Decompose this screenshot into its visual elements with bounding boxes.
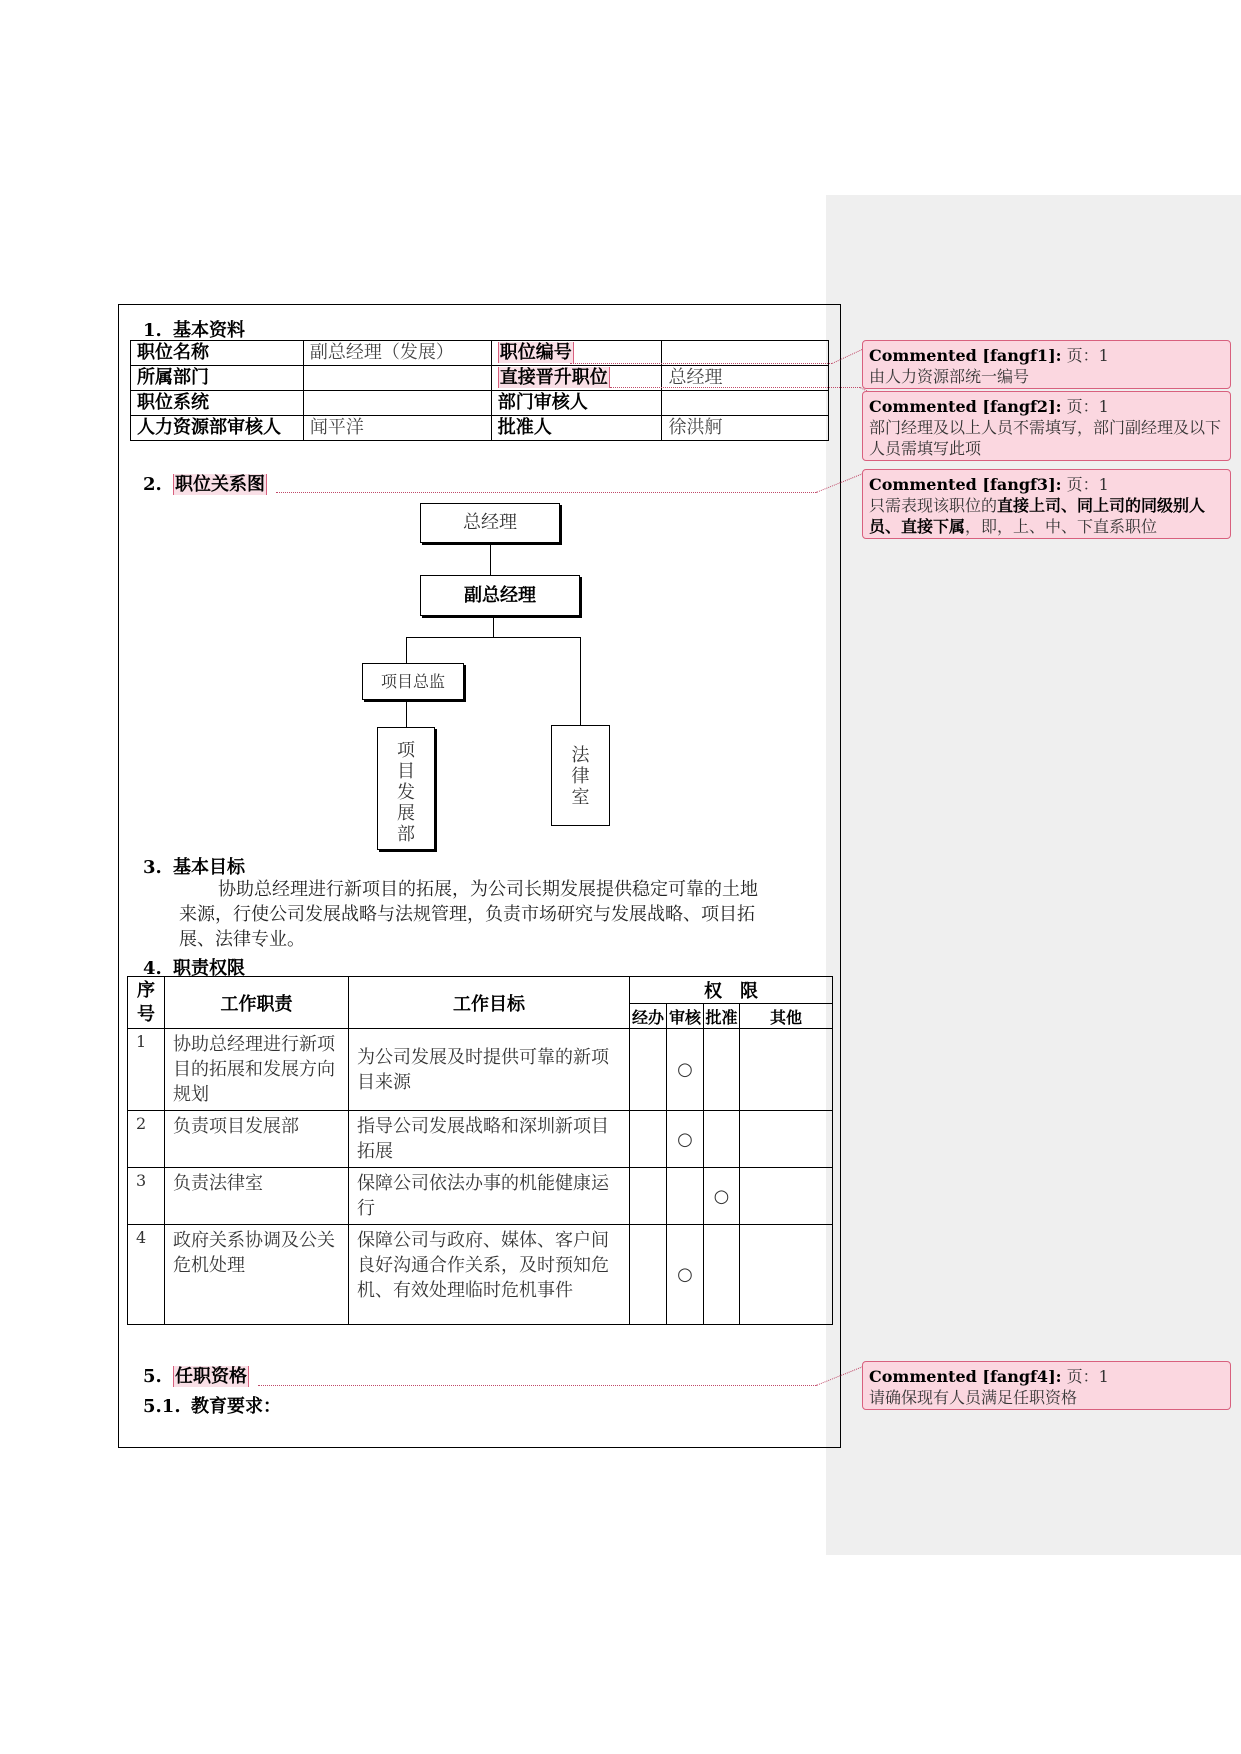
row-seq: 2 (128, 1111, 165, 1168)
org-box-general-manager: 总经理 (420, 503, 560, 543)
info-label: 批准人 (491, 416, 662, 441)
row-goal: 为公司发展及时提供可靠的新项目来源 (349, 1029, 630, 1111)
org-connector (406, 702, 407, 727)
row-duty: 负责法律室 (165, 1168, 349, 1225)
info-label: 人力资源部审核人 (131, 416, 304, 441)
comment-author: Commented [fangf3]: (869, 475, 1062, 494)
row-handle (630, 1168, 667, 1225)
row-duty: 负责项目发展部 (165, 1111, 349, 1168)
row-goal: 保障公司依法办事的机能健康运行 (349, 1168, 630, 1225)
org-box-label: 法律室 (571, 745, 590, 808)
row-handle (630, 1029, 667, 1111)
comment-author: Commented [fangf2]: (869, 397, 1062, 416)
row-handle (630, 1225, 667, 1325)
comment-author: Commented [fangf4]: (869, 1367, 1062, 1386)
commented-text[interactable]: 任职资格 (175, 1366, 247, 1387)
header-authority: 权 限 (630, 977, 833, 1004)
org-connector (406, 637, 581, 638)
section-2-heading: 2. 职位关系图 (143, 474, 265, 495)
section-3-heading: 3. 基本目标 (143, 857, 245, 878)
row-goal: 指导公司发展战略和深圳新项目拓展 (349, 1111, 630, 1168)
row-other (740, 1029, 833, 1111)
info-value[interactable]: 闻平洋 (303, 416, 491, 441)
header-duty: 工作职责 (165, 977, 349, 1029)
org-box-project-director: 项目总监 (362, 663, 464, 700)
section-4-heading: 4. 职责权限 (143, 958, 245, 979)
commented-text[interactable]: 职位关系图 (175, 474, 265, 495)
comment-balloon[interactable] (862, 469, 1231, 539)
header-goal: 工作目标 (349, 977, 630, 1029)
info-row (131, 341, 829, 366)
comment-connector (258, 1385, 816, 1386)
comment-text: 只需表现该职位的 (869, 496, 998, 515)
info-row (131, 391, 829, 416)
info-label (491, 341, 662, 366)
org-connector (580, 637, 581, 725)
row-seq: 1 (128, 1029, 165, 1111)
duty-table (127, 976, 833, 1325)
info-row (131, 416, 829, 441)
org-box-legal (551, 725, 610, 826)
header-handle: 经办 (630, 1004, 667, 1029)
row-review: ○ (667, 1029, 704, 1111)
comment-connector (570, 363, 832, 364)
comment-page: 页：1 (1066, 1367, 1109, 1386)
comment-page: 页：1 (1066, 475, 1109, 494)
section-5-1-heading: 5.1. 教育要求： (143, 1396, 281, 1417)
row-approve (704, 1029, 740, 1111)
info-value[interactable]: 总经理 (662, 366, 829, 391)
comment-text: 部门经理及以上人员不需填写，部门副经理及以下人员需填写此项 (869, 418, 1222, 458)
goal-paragraph-line: 展、法律专业。 (179, 929, 305, 950)
comment-balloon[interactable] (862, 391, 1231, 461)
org-box-project-dev-dept (377, 727, 435, 850)
table-row (128, 1168, 833, 1225)
row-seq: 4 (128, 1225, 165, 1325)
goal-paragraph-line: 来源，行使公司发展战略与法规管理，负责市场研究与发展战略、项目拓 (179, 904, 755, 925)
comment-connector (276, 492, 816, 493)
table-row (128, 1225, 833, 1325)
info-value[interactable]: 徐洪舸 (662, 416, 829, 441)
org-box-deputy-gm: 副总经理 (420, 575, 580, 616)
comment-text-bold: 直接上司、同上司的同级别人员、直接下属 (869, 496, 1206, 536)
row-duty: 政府关系协调及公关危机处理 (165, 1225, 349, 1325)
row-review (667, 1168, 704, 1225)
org-box-label: 项目发展部 (397, 740, 415, 845)
comment-author: Commented [fangf1]: (869, 346, 1062, 365)
row-other (740, 1111, 833, 1168)
comment-page: 页：1 (1066, 397, 1109, 416)
section-5-heading: 5. 任职资格 (143, 1366, 247, 1387)
comment-text: 由人力资源部统一编号 (869, 367, 1030, 386)
comment-connector (610, 387, 860, 388)
comment-text: 请确保现有人员满足任职资格 (869, 1388, 1078, 1407)
section-1-heading: 1. 基本资料 (143, 320, 245, 341)
duty-header-row (128, 977, 833, 1004)
commented-text[interactable]: 职位编号 (499, 342, 572, 363)
row-other (740, 1168, 833, 1225)
commented-text[interactable]: 直接晋升职位 (499, 367, 608, 388)
comment-page: 页：1 (1066, 346, 1109, 365)
header-seq: 序 号 (128, 977, 165, 1029)
info-value[interactable] (662, 341, 829, 366)
info-value[interactable] (303, 366, 491, 391)
row-seq: 3 (128, 1168, 165, 1225)
row-approve (704, 1225, 740, 1325)
org-connector (493, 618, 494, 637)
row-other (740, 1225, 833, 1325)
info-label: 职位名称 (131, 341, 304, 366)
info-value[interactable] (662, 391, 829, 416)
row-review: ○ (667, 1225, 704, 1325)
info-label: 职位系统 (131, 391, 304, 416)
goal-paragraph-line: 协助总经理进行新项目的拓展，为公司长期发展提供稳定可靠的土地 (218, 879, 758, 900)
header-other: 其他 (740, 1004, 833, 1029)
info-value[interactable] (303, 391, 491, 416)
info-label: 所属部门 (131, 366, 304, 391)
comment-balloon[interactable] (862, 1361, 1231, 1410)
org-connector (406, 637, 407, 663)
row-approve: ○ (704, 1168, 740, 1225)
row-duty: 协助总经理进行新项目的拓展和发展方向规划 (165, 1029, 349, 1111)
info-label: 部门审核人 (491, 391, 662, 416)
info-value[interactable]: 副总经理（发展） (303, 341, 491, 366)
comment-text: ，即，上、中、下直系职位 (965, 517, 1158, 536)
comment-balloon[interactable] (862, 340, 1231, 389)
row-approve (704, 1111, 740, 1168)
header-review: 审核 (667, 1004, 704, 1029)
row-handle (630, 1111, 667, 1168)
org-connector (490, 545, 491, 575)
table-row (128, 1029, 833, 1111)
header-approve: 批准 (704, 1004, 740, 1029)
basic-info-table (130, 340, 829, 441)
row-goal: 保障公司与政府、媒体、客户间良好沟通合作关系，及时预知危机、有效处理临时危机事件 (349, 1225, 630, 1325)
table-row (128, 1111, 833, 1168)
row-review: ○ (667, 1111, 704, 1168)
